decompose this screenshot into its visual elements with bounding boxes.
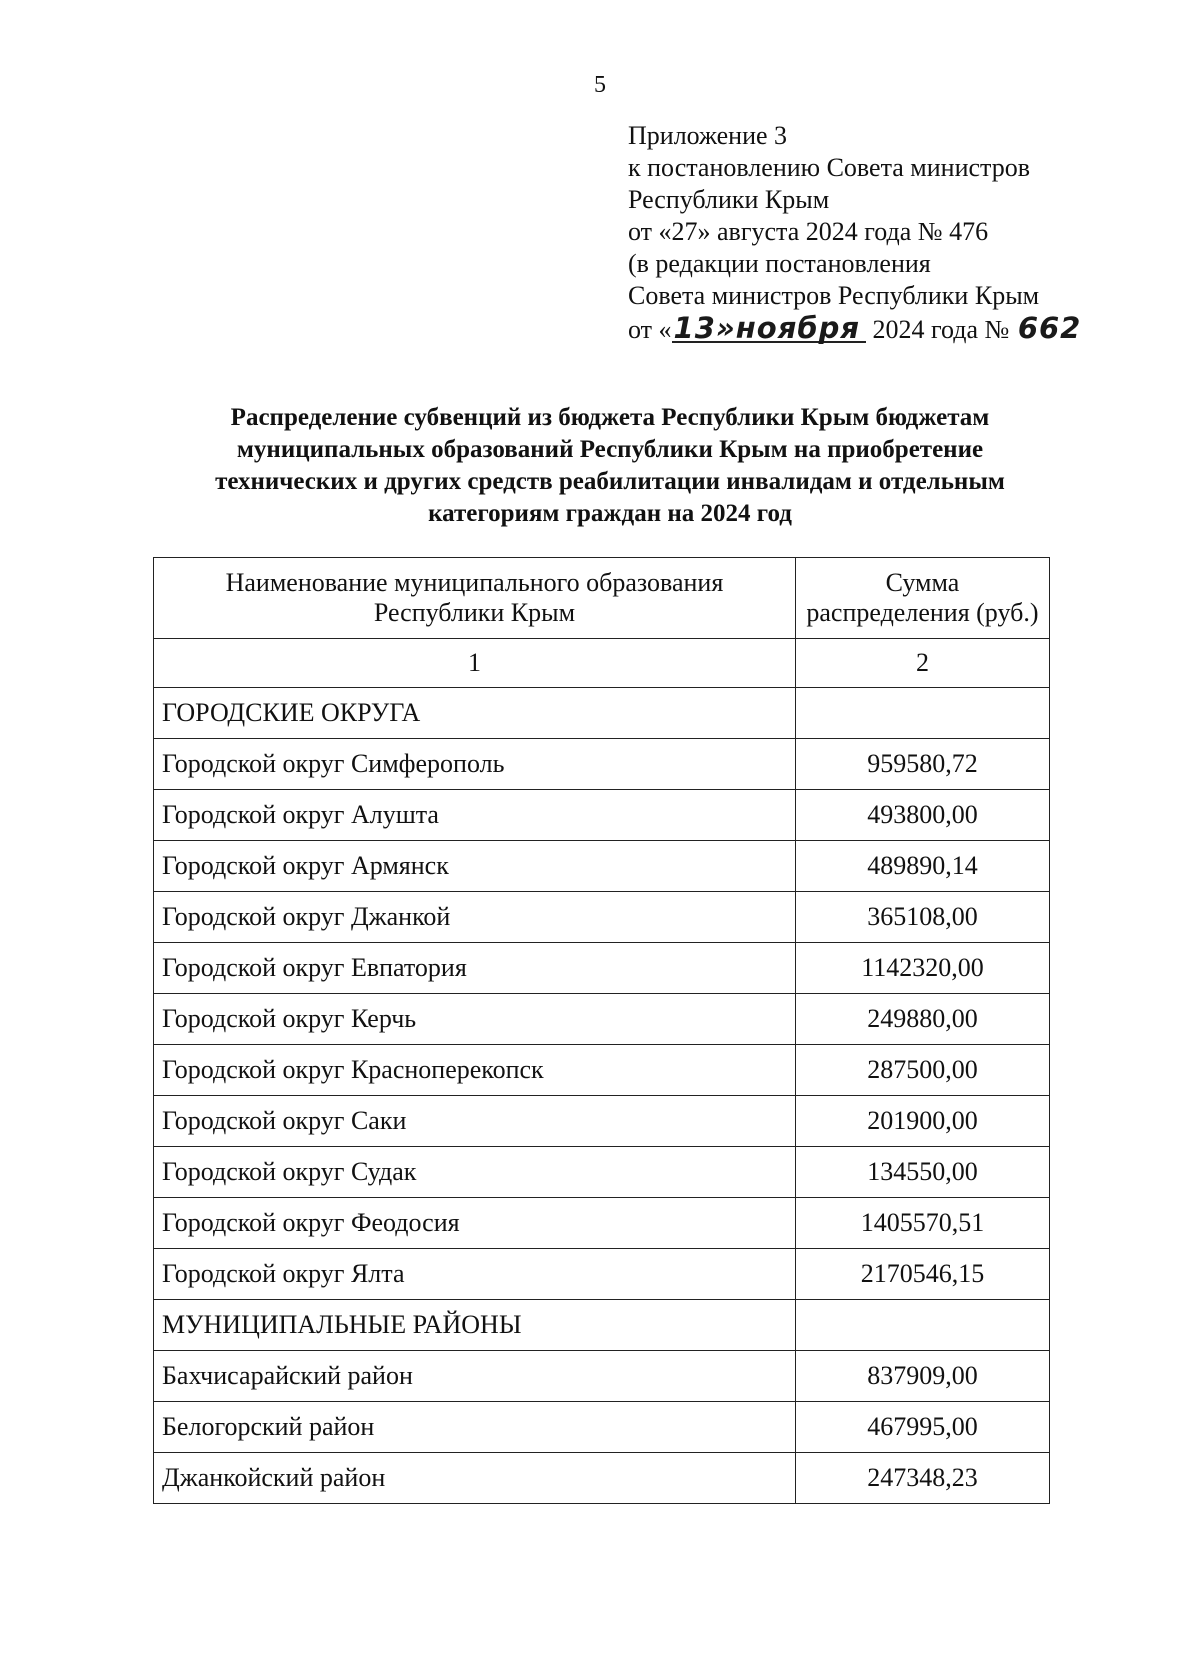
handwritten-month: ноября <box>735 311 860 345</box>
table-row <box>154 1351 1050 1402</box>
header-amount-line-1: Сумма <box>885 568 960 597</box>
municipality-name: Городской округ Саки <box>154 1096 796 1147</box>
table-row <box>154 790 1050 841</box>
distribution-amount: 493800,00 <box>795 790 1049 841</box>
distribution-amount: 959580,72 <box>795 739 1049 790</box>
appendix-block <box>628 120 1188 346</box>
distribution-table <box>153 557 1050 1504</box>
table-row <box>154 1096 1050 1147</box>
distribution-amount: 247348,23 <box>795 1453 1049 1504</box>
handwritten-date <box>672 311 866 345</box>
date-middle: 2024 года № <box>865 315 1016 344</box>
distribution-amount <box>795 1300 1049 1351</box>
column-number-1: 1 <box>154 639 796 688</box>
header-amount-line-2: распределения (руб.) <box>806 598 1039 627</box>
distribution-amount: 249880,00 <box>795 994 1049 1045</box>
header-amount <box>795 558 1049 639</box>
appendix-line-4: от «27» августа 2024 года № 476 <box>628 217 989 246</box>
date-quote: » <box>715 311 736 345</box>
handwritten-number: 662 <box>1017 311 1082 345</box>
title-line-1: Распределение субвенций из бюджета Республики Крым бюджетам <box>230 404 990 431</box>
distribution-amount: 837909,00 <box>795 1351 1049 1402</box>
appendix-line-6: Совета министров Республики Крым <box>628 281 1040 310</box>
municipality-name: Городской округ Керчь <box>154 994 796 1045</box>
column-number-row <box>154 639 1050 688</box>
table-row <box>154 1402 1050 1453</box>
distribution-amount: 287500,00 <box>795 1045 1049 1096</box>
table-row <box>154 1453 1050 1504</box>
header-municipality-line-2: Республики Крым <box>373 598 576 627</box>
header-municipality <box>154 558 796 639</box>
distribution-amount: 134550,00 <box>795 1147 1049 1198</box>
municipality-name: Городской округ Красноперекопск <box>154 1045 796 1096</box>
municipality-name: Городской округ Судак <box>154 1147 796 1198</box>
appendix-line-1: Приложение 3 <box>628 121 788 150</box>
document-title <box>170 402 1050 530</box>
table-row <box>154 1249 1050 1300</box>
distribution-amount: 1405570,51 <box>795 1198 1049 1249</box>
municipality-name: МУНИЦИПАЛЬНЫЕ РАЙОНЫ <box>154 1300 796 1351</box>
municipality-name: Белогорский район <box>154 1402 796 1453</box>
municipality-name: ГОРОДСКИЕ ОКРУГА <box>154 688 796 739</box>
table-header-row <box>154 558 1050 639</box>
municipality-name: Городской округ Алушта <box>154 790 796 841</box>
table-row <box>154 1147 1050 1198</box>
municipality-name: Бахчисарайский район <box>154 1351 796 1402</box>
date-prefix: от « <box>628 315 672 344</box>
distribution-amount <box>795 688 1049 739</box>
distribution-amount: 467995,00 <box>795 1402 1049 1453</box>
municipality-name: Городской округ Армянск <box>154 841 796 892</box>
handwritten-day: 13 <box>673 311 716 345</box>
distribution-amount: 489890,14 <box>795 841 1049 892</box>
distribution-amount: 365108,00 <box>795 892 1049 943</box>
appendix-line-3: Республики Крым <box>628 185 830 214</box>
table-row <box>154 739 1050 790</box>
municipality-name: Городской округ Джанкой <box>154 892 796 943</box>
municipality-name: Городской округ Феодосия <box>154 1198 796 1249</box>
distribution-amount: 2170546,15 <box>795 1249 1049 1300</box>
distribution-amount: 201900,00 <box>795 1096 1049 1147</box>
title-line-4: категориям граждан на 2024 год <box>428 500 792 527</box>
table-row <box>154 688 1050 739</box>
appendix-line-7 <box>628 312 1188 346</box>
appendix-line-5: (в редакции постановления <box>628 249 931 278</box>
appendix-line-2: к постановлению Совета министров <box>628 153 1030 182</box>
page-number: 5 <box>594 72 606 98</box>
municipality-name: Джанкойский район <box>154 1453 796 1504</box>
table-row <box>154 1045 1050 1096</box>
table-row <box>154 892 1050 943</box>
table-row <box>154 1198 1050 1249</box>
table-row <box>154 994 1050 1045</box>
column-number-2: 2 <box>795 639 1049 688</box>
municipality-name: Городской округ Ялта <box>154 1249 796 1300</box>
table-row <box>154 943 1050 994</box>
municipality-name: Городской округ Симферополь <box>154 739 796 790</box>
table-row <box>154 1300 1050 1351</box>
table-row <box>154 841 1050 892</box>
title-line-2: муниципальных образований Республики Крым на приобретение <box>236 436 984 463</box>
distribution-amount: 1142320,00 <box>795 943 1049 994</box>
header-municipality-line-1: Наименование муниципального образования <box>225 568 724 597</box>
title-line-3: технических и других средств реабилитации инвалидам и отдельным <box>215 468 1005 495</box>
municipality-name: Городской округ Евпатория <box>154 943 796 994</box>
